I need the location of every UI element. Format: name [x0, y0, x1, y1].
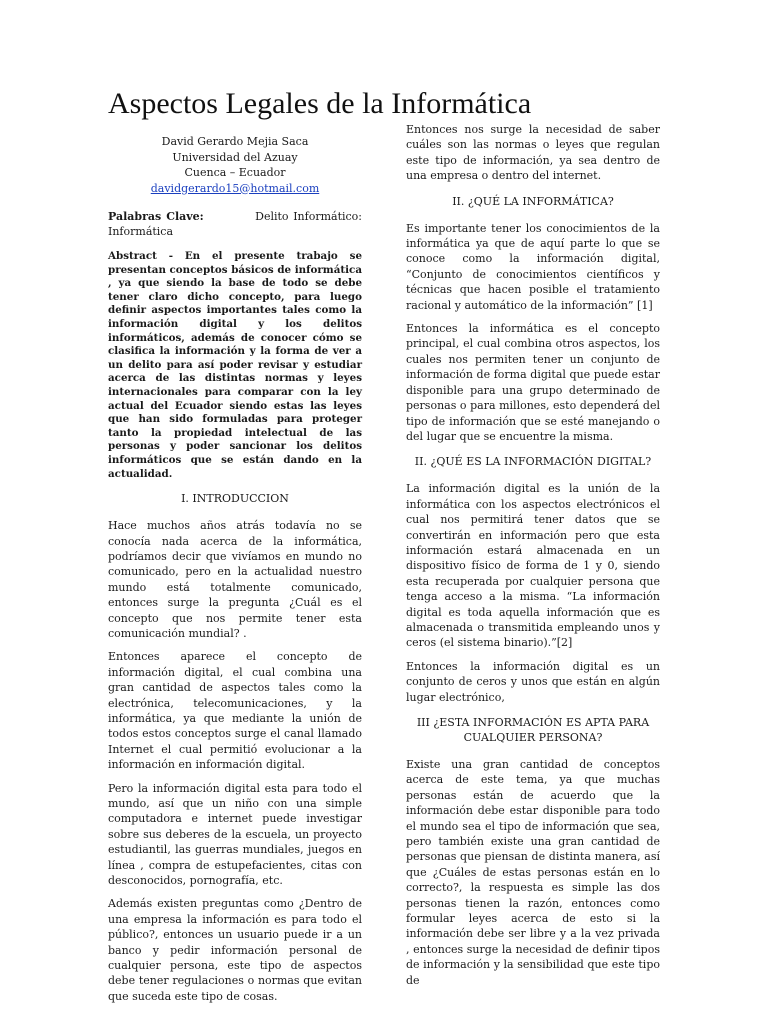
keywords [108, 209, 362, 239]
author-location: Cuenca – Ecuador [184, 166, 286, 179]
paragraph: Es importante tener los conocimientos de la informática ya que de aquí parte lo que se conoce como la información digital, “Conjunto de conocimientos científicos y técnicas que hacen posible el tratamiento racional y automático de la información” [1] [406, 221, 660, 312]
paragraph: Entonces la informática es el concepto principal, el cual combina otros aspectos, los cuales nos permiten tener un conjunto de información de forma digital que puede estar disponible para una grupo determinado de personas o para millones, esto dependerá del tipo de información que se esté manejando o del lugar que se encuentre la misma. [406, 322, 660, 443]
paragraph: La información digital es la unión de la informática con los aspectos electrónicos el cual nos permitirá tener datos que se convertirán en información pero que esta información estará almacenada en un dispositivo físico de forma de 1 y 0, siendo esta recuperada por cualquier persona que tenga acceso a la misma. “La información digital es toda aquella información que es almacenada o transmitida empleando unos y ceros (el sistema binario).”[2] [406, 482, 660, 650]
right-column [406, 122, 660, 996]
paragraph: Entonces nos surge la necesidad de saber cuáles son las normas o leyes que regulan este tipo de información, ya sea dentro de una empresa o dentro del internet. [406, 123, 660, 183]
abstract: Abstract - En el presente trabajo se presentan conceptos básicos de informática , ya que siendo la base de todo se debe tener claro dicho concepto, para luego definir aspectos importantes tales como la información digital y los delitos informáticos, además de conocer cómo se clasifica la información y la forma de ver a un delito para así poder revisar y estudiar acerca de las distintas normas y leyes internacionales para comparar con la ley actual del Ecuador siendo estas las leyes que han sido formuladas para proteger tanto la propiedad intelectual de las personas y poder sancionar los delitos informáticos que se están dando en la actualidad. [108, 250, 362, 480]
paragraph: Entonces la información digital es un conjunto de ceros y unos que están en algún lugar electrónico, [406, 659, 660, 704]
author-name: David Gerardo Mejia Saca [161, 135, 309, 148]
section-heading-informacion-apta: III ¿ESTA INFORMACIÓN ES APTA PARA CUALQUIER PERSONA? [416, 716, 650, 744]
left-column [108, 134, 362, 1012]
author-university: Universidad del Azuay [172, 150, 298, 164]
paragraph: Existe una gran cantidad de conceptos acerca de este tema, ya que muchas personas están de acuerdo que la información debe estar disponible para todo el mundo sea el tipo de información que sea, pero también existe una gran cantidad de personas que piensan de distinta manera, así que ¿Cuáles de estas personas están en lo correcto?, la respuesta es simple las dos personas tienen la razón, entonces como formular leyes acerca de esto si la información debe ser libre y a la vez privada , entonces surge la necesidad de definir tipos de información y la sensibilidad que este tipo de [406, 758, 660, 987]
section-heading-informacion-digital: II. ¿QUÉ ES LA INFORMACIÓN DIGITAL? [414, 455, 652, 469]
author-email-link[interactable]: davidgerardo15@hotmail.com [150, 181, 320, 195]
paragraph: Pero la información digital esta para todo el mundo, así que un niño con una simple computadora e internet puede investigar sobre sus deberes de la escuela, un proyecto estudiantil, las guerras mundiales, juegos en línea , compra de estupefacientes, citas con desconocidos, pornografía, etc. [108, 781, 362, 888]
keywords-label: Palabras Clave: [108, 210, 204, 223]
paper-title: Aspectos Legales de la Informática [108, 87, 532, 120]
author-block [108, 134, 362, 196]
paragraph: Entonces aparece el concepto de información digital, el cual combina una gran cantidad de aspectos tales como la electrónica, telecomunicaciones, y la informática, ya que mediante la unión de todos estos conceptos surge el canal llamado Internet el cual permitió evolucionar a la información en información digital. [108, 650, 362, 772]
keywords-text: Delito Informático: Informática [108, 210, 363, 238]
section-heading-introduccion: I. INTRODUCCION [181, 492, 289, 506]
section-heading-que-la-informatica: II. ¿QUÉ LA INFORMÁTICA? [452, 194, 614, 208]
paragraph: Hace muchos años atrás todavía no se conocía nada acerca de la informática, podríamos decir que vivíamos en mundo no comunicado, pero en la actualidad nuestro mundo está totalmente comunicado, entonces surge la pregunta ¿Cuál es el concepto que nos permite tener esta comunicación mundial? . [108, 519, 362, 640]
paragraph: Además existen preguntas como ¿Dentro de una empresa la información es para todo el público?, entonces un usuario puede ir a un banco y pedir información personal de cualquier persona, este tipo de aspectos debe tener regulaciones o normas que evitan que suceda este tipo de cosas. [108, 897, 362, 1003]
